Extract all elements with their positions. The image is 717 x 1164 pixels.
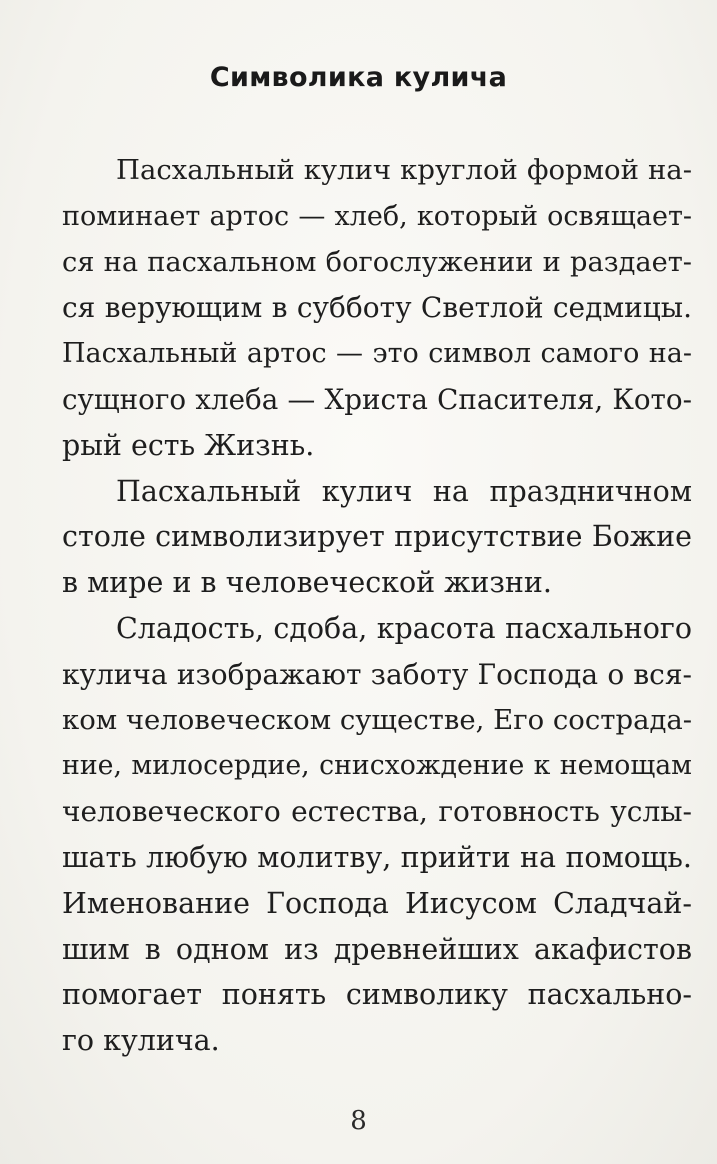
text-line: Сладость, сдоба, красота пасхального: [116, 611, 692, 645]
body-text: [62, 148, 692, 1064]
text-line: столе символизирует присутствие Божие: [62, 520, 692, 554]
text-line: ся на пасхальном богослужении и раздает-: [62, 246, 692, 278]
text-line: рый есть Жизнь.: [62, 428, 315, 462]
text-line: сущного хлеба — Христа Спасителя, Кото-: [62, 382, 692, 416]
text-line: ние, милосердие, снисхождение к немощам: [62, 750, 692, 782]
paragraph-2: [62, 469, 692, 606]
text-line: ком человеческом существе, Его сострада-: [62, 703, 693, 736]
text-line: поминает артос — хлеб, который освящает-: [62, 200, 692, 232]
text-line: кулича изображают заботу Господа о вся-: [62, 657, 692, 691]
text-line: Пасхальный кулич на праздничном: [116, 474, 692, 508]
page-number: 8: [350, 1106, 367, 1136]
text-line: Пасхальный артос — это символ самого на-: [62, 338, 692, 370]
text-line: шать любую молитву, прийти на помощь.: [62, 840, 692, 874]
text-line: помогает понять символику пасхально-: [62, 978, 692, 1012]
page-title: Символика кулича: [209, 62, 508, 93]
paragraph-1: [62, 148, 692, 469]
text-line: Пасхальный кулич круглой формой на-: [116, 154, 692, 186]
text-line: в мире и в человеческой жизни.: [62, 566, 552, 600]
text-line: шим в одном из древнейших акафистов: [62, 932, 692, 966]
text-line: Именование Господа Иисусом Сладчай-: [62, 886, 692, 920]
text-line: ся верующим в субботу Светлой седмицы.: [62, 291, 692, 325]
text-line: человеческого естества, готовность услы-: [62, 795, 692, 829]
text-line: го кулича.: [62, 1024, 220, 1058]
paragraph-3: [62, 606, 692, 1064]
